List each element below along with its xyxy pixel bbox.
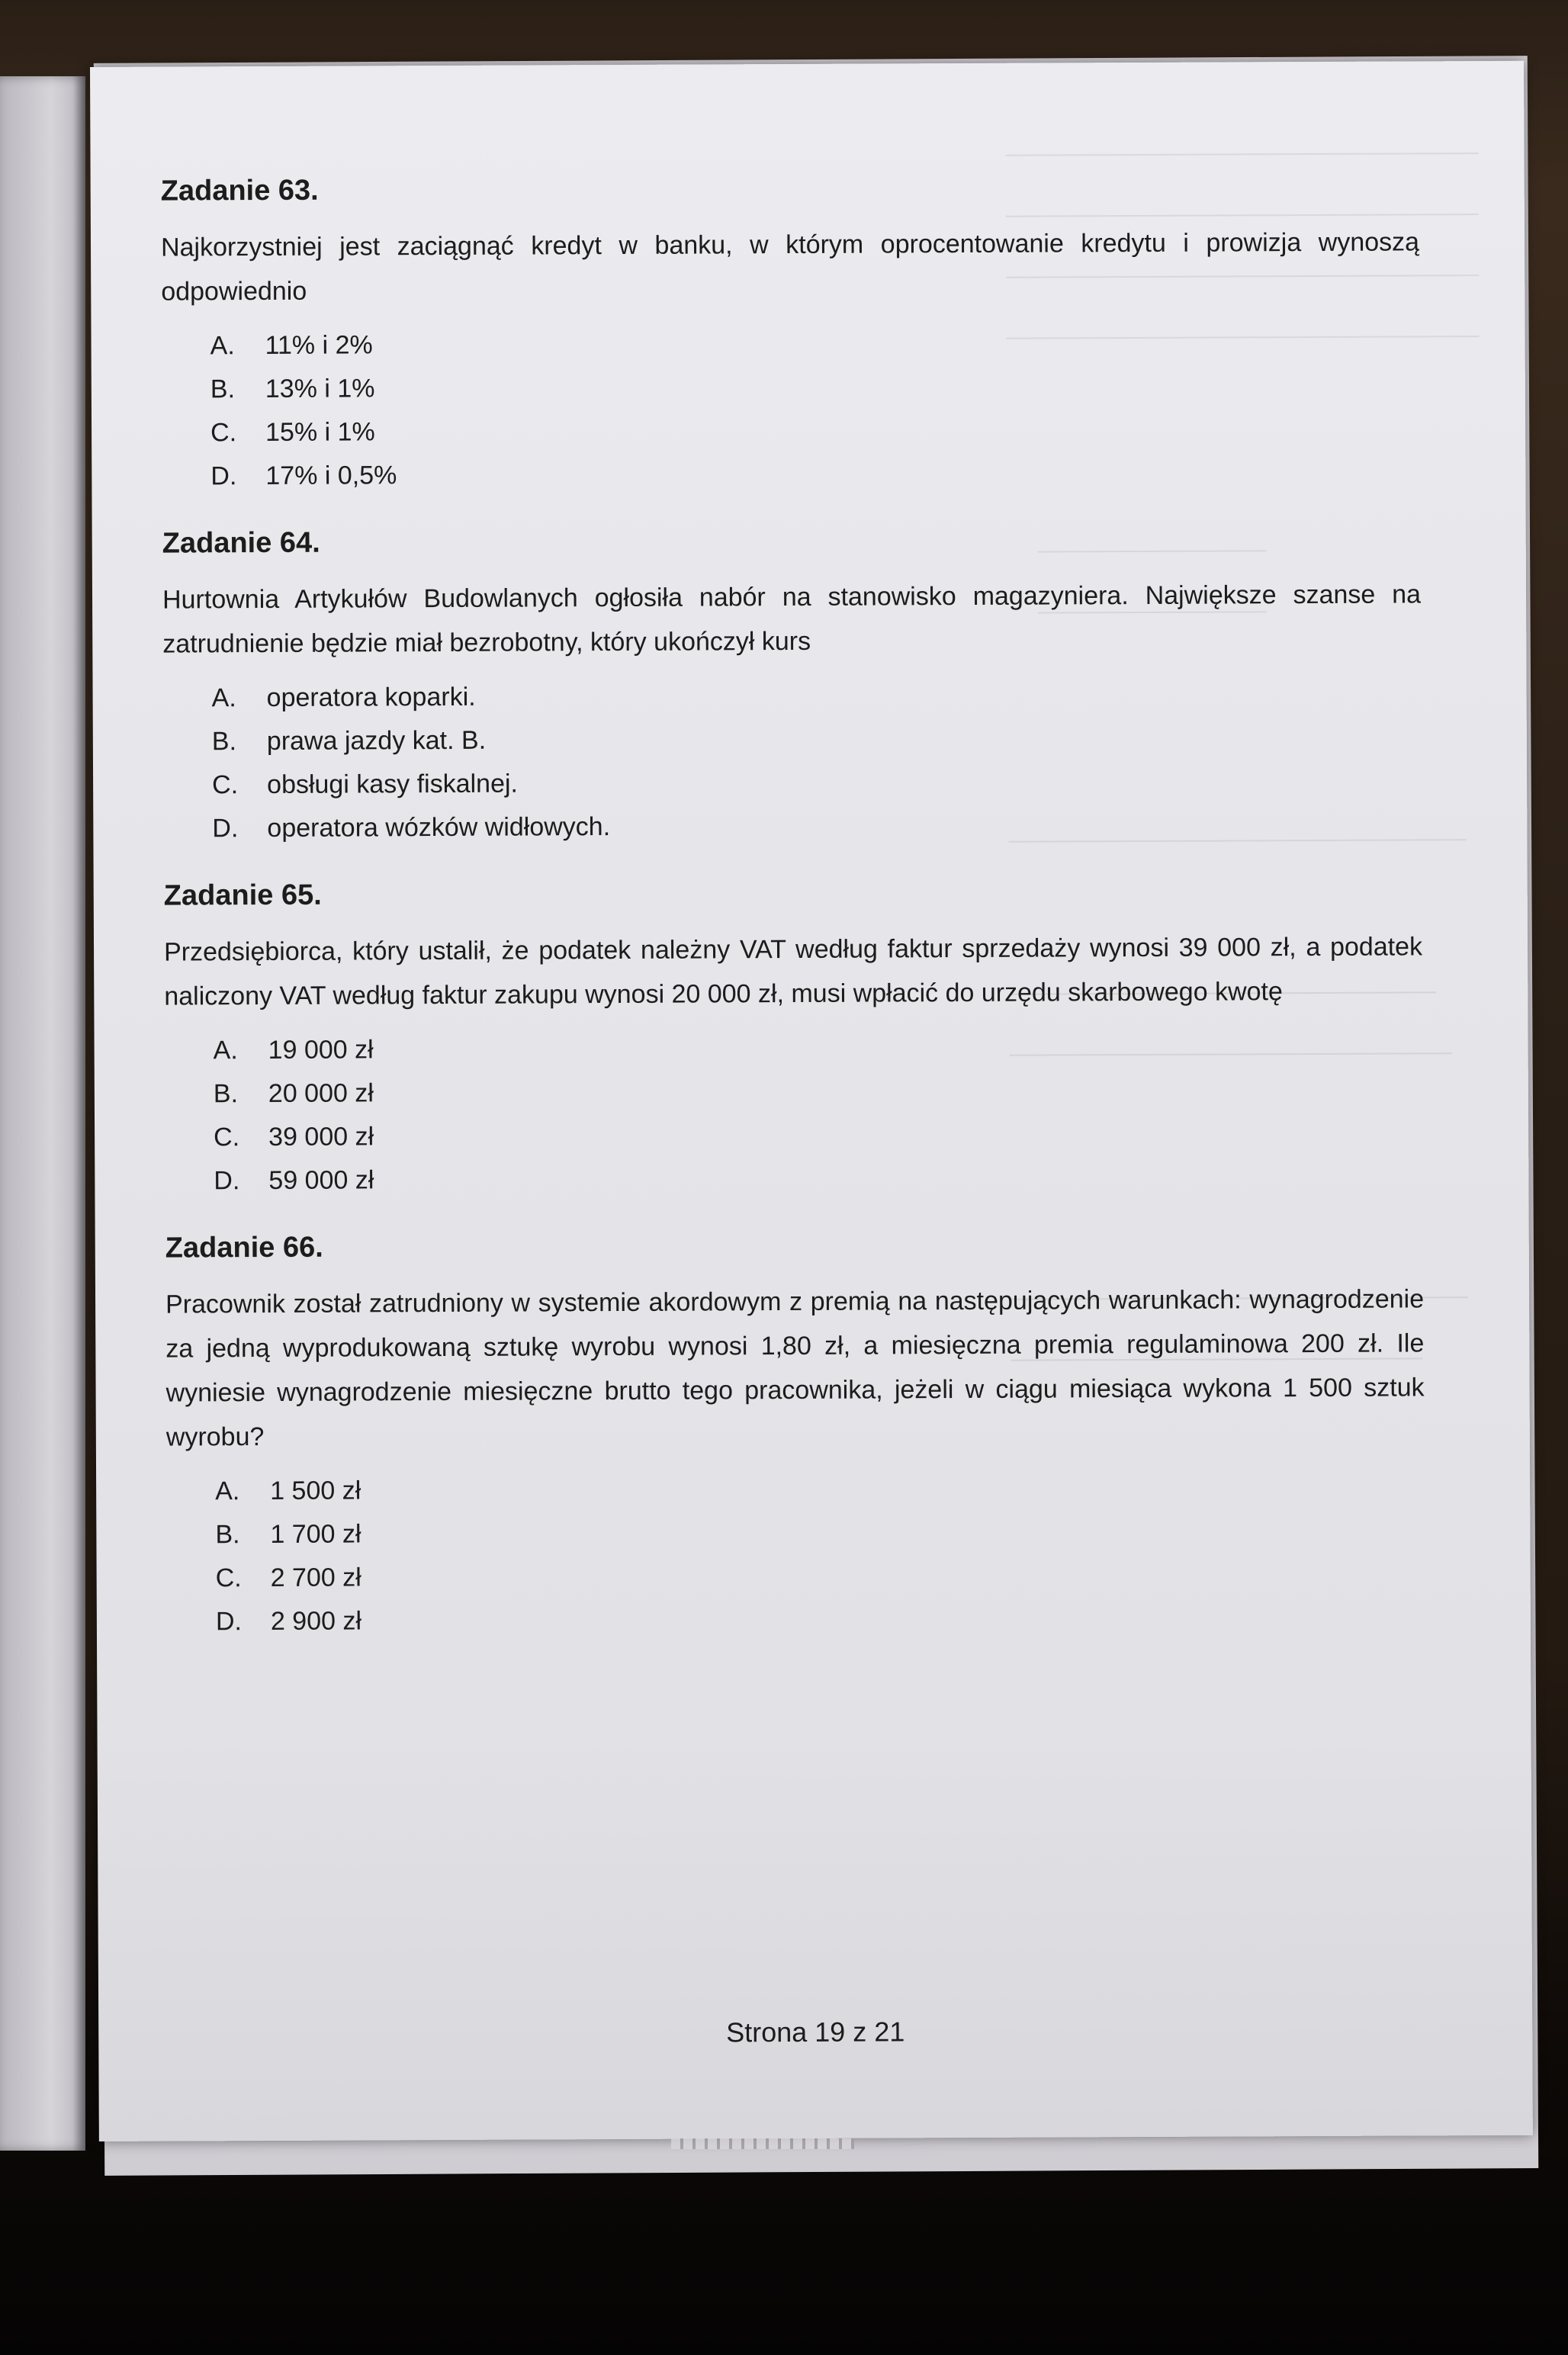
option-text: 15% i 1% bbox=[265, 417, 375, 448]
option-text: 2 700 zł bbox=[270, 1563, 361, 1592]
task-title: Zadanie 63. bbox=[160, 174, 319, 207]
option-letter: C. bbox=[212, 770, 239, 800]
option-text: 1 500 zł bbox=[270, 1476, 361, 1505]
answer-options bbox=[214, 1023, 1424, 1203]
task-65 bbox=[164, 872, 1424, 1203]
answer-options bbox=[210, 319, 1420, 498]
answer-option-b bbox=[214, 1067, 1423, 1116]
option-text: 17% i 0,5% bbox=[265, 461, 397, 490]
option-letter: B. bbox=[213, 1079, 239, 1109]
option-letter: A. bbox=[215, 1476, 240, 1506]
task-63 bbox=[161, 168, 1421, 498]
option-text: operatora wózków widłowych. bbox=[267, 812, 611, 843]
option-text: 39 000 zł bbox=[268, 1122, 374, 1152]
answer-option-b bbox=[210, 362, 1420, 411]
option-letter: D. bbox=[215, 1607, 242, 1637]
page-number: Strona 19 z 21 bbox=[726, 2016, 905, 2048]
answer-option-b bbox=[215, 1508, 1425, 1557]
option-letter: D. bbox=[212, 814, 239, 843]
exam-content bbox=[161, 168, 1426, 1671]
answer-options bbox=[215, 1464, 1425, 1643]
option-letter: B. bbox=[211, 727, 237, 757]
option-text: 11% i 2% bbox=[265, 330, 373, 361]
task-question: Przedsiębiorca, który ustalił, że podatek należny VAT według faktur sprzedaży wynosi 39 000 zł, a podatek naliczony VAT według faktur zakupu wynosi 20 000 zł, musi wpłacić do urzędu skarbowego kwotę bbox=[163, 932, 1423, 1011]
option-text: 1 700 zł bbox=[270, 1519, 361, 1549]
answer-option-c bbox=[214, 1110, 1423, 1159]
answer-option-c bbox=[212, 758, 1422, 807]
task-question: Pracownik został zatrudniony w systemie akordowym z premią na następujących warunkach: wynagrodzenie za jedną wyprodukowaną sztukę wyrobu wynosi 1,80 zł, a miesięczna premia regulaminowa 200 zł. Ile wyniesie wynagrodzenie miesięczne brutto tego pracownika, jeżeli w ciągu miesiąca wykona 1 500 sztuk wyrobu? bbox=[165, 1284, 1425, 1452]
option-letter: A. bbox=[213, 1036, 238, 1065]
option-letter: B. bbox=[210, 374, 236, 404]
exam-page bbox=[90, 61, 1533, 2141]
option-text: 59 000 zł bbox=[268, 1165, 374, 1195]
answer-options bbox=[211, 671, 1422, 850]
option-letter: D. bbox=[210, 461, 237, 491]
answer-option-a bbox=[215, 1464, 1425, 1513]
task-question: Najkorzystniej jest zaciągnąć kredyt w banku, w którym oprocentowanie kredytu i prowizja wynoszą odpowiednio bbox=[160, 227, 1420, 307]
option-text: 2 900 zł bbox=[270, 1606, 362, 1636]
option-text: obsługi kasy fiskalnej. bbox=[267, 769, 519, 799]
option-text: prawa jazdy kat. B. bbox=[266, 725, 487, 756]
previous-page-edge bbox=[0, 76, 85, 2151]
answer-option-a bbox=[210, 319, 1419, 368]
answer-option-c bbox=[210, 406, 1420, 455]
option-text: 20 000 zł bbox=[268, 1078, 374, 1108]
option-text: 19 000 zł bbox=[268, 1035, 374, 1065]
task-title: Zadanie 64. bbox=[162, 526, 320, 560]
torn-paper-edge bbox=[671, 2138, 854, 2149]
option-letter: C. bbox=[214, 1123, 240, 1152]
option-letter: C. bbox=[210, 418, 237, 448]
answer-option-b bbox=[212, 715, 1422, 763]
option-text: operatora koparki. bbox=[266, 682, 476, 712]
task-64 bbox=[162, 520, 1422, 850]
option-text: 13% i 1% bbox=[265, 374, 375, 404]
answer-option-d bbox=[212, 802, 1422, 850]
option-letter: B. bbox=[215, 1520, 240, 1550]
task-66 bbox=[165, 1225, 1425, 1643]
answer-option-c bbox=[216, 1551, 1425, 1600]
task-title: Zadanie 66. bbox=[165, 1231, 323, 1264]
option-letter: A. bbox=[211, 683, 236, 713]
task-title: Zadanie 65. bbox=[163, 879, 322, 912]
answer-option-d bbox=[210, 449, 1420, 498]
answer-option-a bbox=[214, 1023, 1423, 1072]
task-question: Hurtownia Artykułów Budowlanych ogłosiła nabór na stanowisko magazyniera. Największe szanse na zatrudnienie będzie miał bezrobotny, który ukończył kurs bbox=[162, 580, 1422, 659]
answer-option-a bbox=[211, 671, 1421, 720]
answer-option-d bbox=[216, 1595, 1425, 1643]
option-letter: D. bbox=[214, 1166, 240, 1196]
option-letter: A. bbox=[210, 331, 235, 361]
option-letter: C. bbox=[215, 1563, 242, 1593]
answer-option-d bbox=[214, 1154, 1423, 1203]
